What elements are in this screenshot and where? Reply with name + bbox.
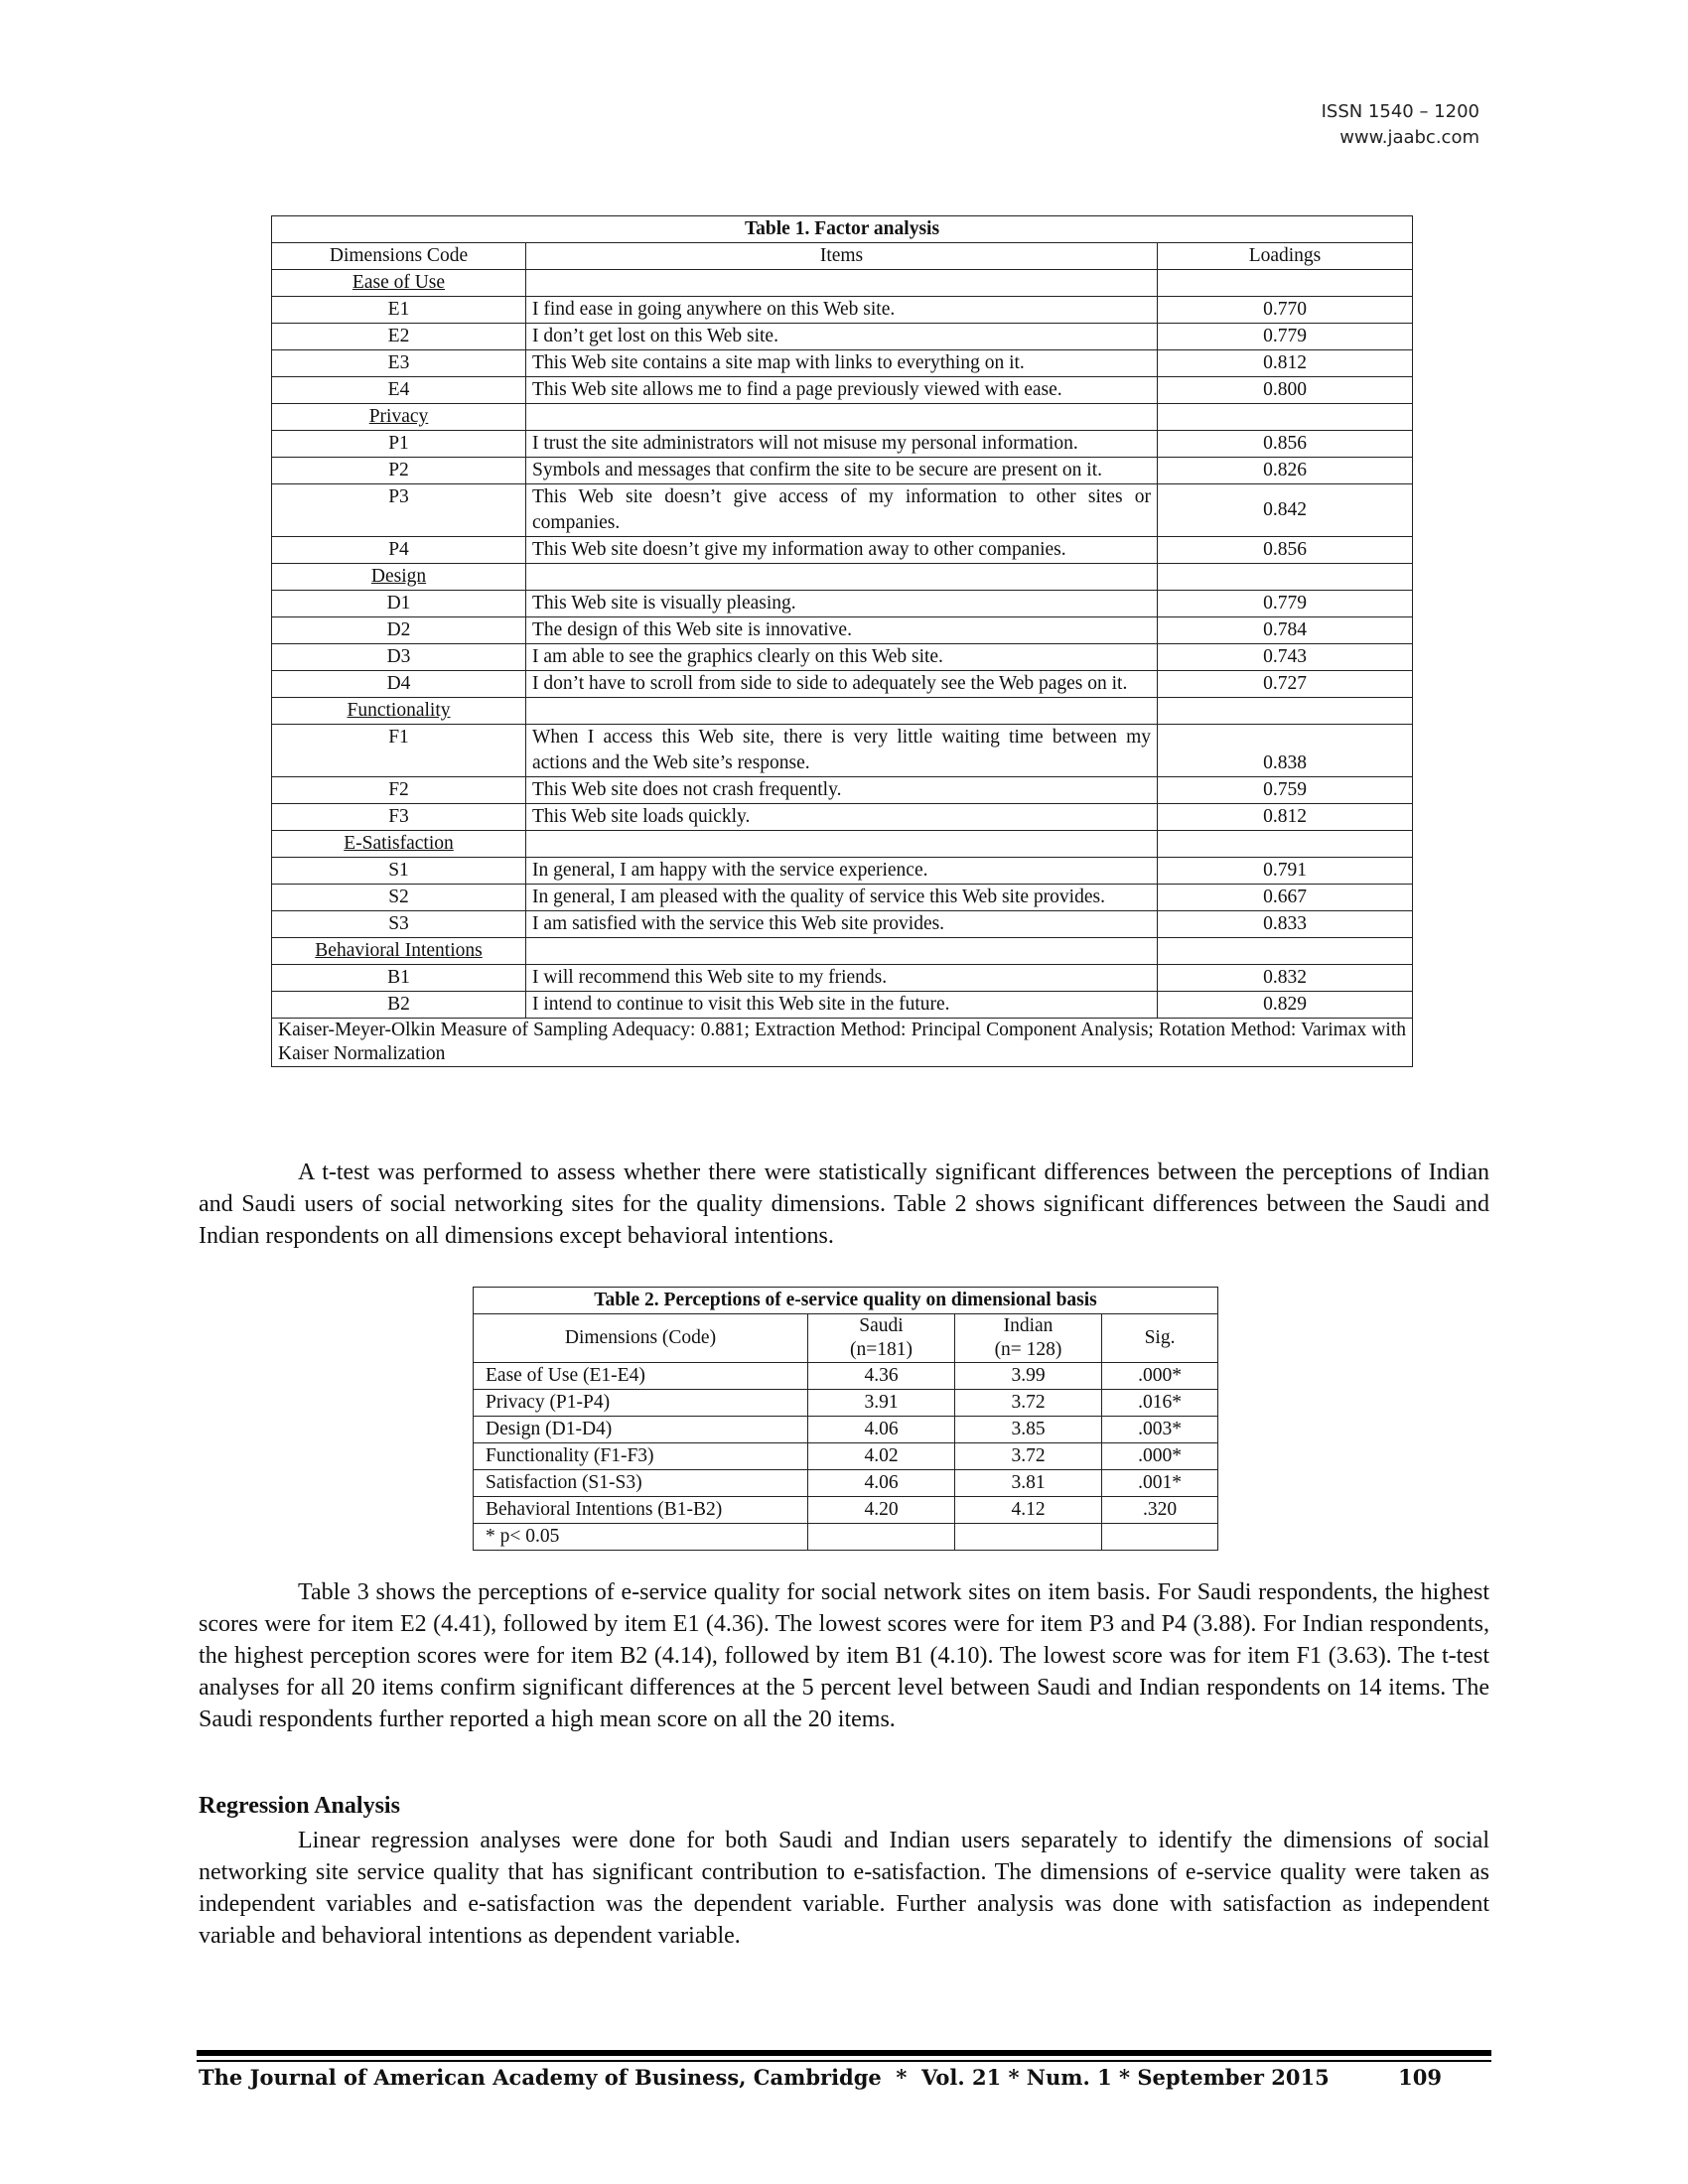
paragraph-ttest: A t-test was performed to assess whether there were statistically significant differences between the perceptions of Indian and Saudi users of social networking sites for the quality dimensions. Table 2 shows significant differences between the Saudi and Indian respondents on all dimensions except behavioral intentions. <box>199 1160 1489 1249</box>
loading-value: 0.833 <box>1158 911 1413 938</box>
item-text <box>526 404 1158 431</box>
dimension-label: Design (D1-D4) <box>474 1417 808 1443</box>
table-row <box>272 911 1413 938</box>
significance: .320 <box>1102 1497 1218 1524</box>
item-text: I will recommend this Web site to my friends. <box>526 965 1158 992</box>
table1-title-row <box>272 216 1413 243</box>
loading-value <box>1158 831 1413 858</box>
saudi-mean: 4.02 <box>808 1443 955 1470</box>
loading-value: 0.812 <box>1158 804 1413 831</box>
significance: .001* <box>1102 1470 1218 1497</box>
loading-value: 0.779 <box>1158 591 1413 617</box>
saudi-mean: 4.20 <box>808 1497 955 1524</box>
item-text: This Web site is visually pleasing. <box>526 591 1158 617</box>
table-row <box>272 297 1413 324</box>
dimension-name: E-Satisfaction <box>272 831 526 858</box>
table-row <box>272 992 1413 1019</box>
empty-cell <box>955 1524 1102 1551</box>
table-row <box>272 725 1413 777</box>
item-text: I don’t have to scroll from side to side to adequately see the Web pages on it. <box>526 671 1158 698</box>
indian-mean: 3.81 <box>955 1470 1102 1497</box>
loading-value: 0.826 <box>1158 458 1413 484</box>
dimension-code: B2 <box>272 992 526 1019</box>
dimension-code: P3 <box>272 484 526 537</box>
loading-value: 0.838 <box>1158 725 1413 777</box>
loading-value <box>1158 938 1413 965</box>
dimension-code: E4 <box>272 377 526 404</box>
paragraph-table3: Table 3 shows the perceptions of e-service quality for social network sites on item basis. For Saudi respondents, the highest scores were for item E2 (4.41), followed by item E1 (4.36). The lowest scores were for item P3 and P4 (3.88). For Indian respondents, the highest perception scores were for item B2 (4.14), followed by item B1 (4.10). The lowest score was for item F1 (3.63). The t-test analyses for all 20 items confirm significant differences at the 5 percent level between Saudi and Indian respondents on 14 items. The Saudi respondents further reported a high mean score on all the 20 items. <box>199 1579 1489 1732</box>
dimension-code: P2 <box>272 458 526 484</box>
loading-value: 0.759 <box>1158 777 1413 804</box>
saudi-n: (n=181) <box>850 1339 913 1360</box>
dimension-group-row <box>272 938 1413 965</box>
table1-note: Kaiser-Meyer-Olkin Measure of Sampling Adequacy: 0.881; Extraction Method: Principal Component Analysis; Rotation Method: Varimax with Kaiser Normalization <box>272 1019 1413 1067</box>
dimensional-perceptions-table <box>473 1287 1218 1551</box>
item-text: This Web site does not crash frequently. <box>526 777 1158 804</box>
table2-header-row <box>474 1314 1218 1363</box>
dimension-code: F2 <box>272 777 526 804</box>
dimension-code: E1 <box>272 297 526 324</box>
loading-value: 0.727 <box>1158 671 1413 698</box>
indian-mean: 3.85 <box>955 1417 1102 1443</box>
column-header-sig: Sig. <box>1102 1314 1218 1363</box>
table1-header-row <box>272 243 1413 270</box>
loading-value: 0.842 <box>1158 484 1413 537</box>
dimension-label: Privacy (P1-P4) <box>474 1390 808 1417</box>
dimension-code: P4 <box>272 537 526 564</box>
saudi-label: Saudi <box>859 1315 904 1336</box>
table2-title: Table 2. Perceptions of e-service quality on dimensional basis <box>474 1288 1218 1314</box>
dimension-code: S1 <box>272 858 526 885</box>
item-text <box>526 698 1158 725</box>
saudi-mean: 4.36 <box>808 1363 955 1390</box>
saudi-mean: 4.06 <box>808 1417 955 1443</box>
loading-value: 0.770 <box>1158 297 1413 324</box>
page-number: 109 <box>1398 2065 1442 2090</box>
dimension-code: E3 <box>272 350 526 377</box>
empty-cell <box>808 1524 955 1551</box>
table-row <box>272 644 1413 671</box>
dimension-group-row <box>272 270 1413 297</box>
table1-note-row <box>272 1019 1413 1067</box>
item-text: I trust the site administrators will not misuse my personal information. <box>526 431 1158 458</box>
item-text: This Web site allows me to find a page previously viewed with ease. <box>526 377 1158 404</box>
table1-title: Table 1. Factor analysis <box>272 216 1413 243</box>
item-text <box>526 270 1158 297</box>
table-row <box>474 1417 1218 1443</box>
significance: .003* <box>1102 1417 1218 1443</box>
dimension-code: D1 <box>272 591 526 617</box>
table-row <box>272 458 1413 484</box>
table-row <box>272 324 1413 350</box>
issn: ISSN 1540 – 1200 <box>1321 101 1479 122</box>
item-text: I find ease in going anywhere on this Web site. <box>526 297 1158 324</box>
item-text: I am satisfied with the service this Web site provides. <box>526 911 1158 938</box>
loading-value: 0.856 <box>1158 431 1413 458</box>
table-row <box>272 431 1413 458</box>
dimension-code: D3 <box>272 644 526 671</box>
loading-value: 0.667 <box>1158 885 1413 911</box>
website: www.jaabc.com <box>1339 127 1479 148</box>
table-row <box>272 671 1413 698</box>
significance: .000* <box>1102 1443 1218 1470</box>
section-heading: Regression Analysis <box>199 1793 400 1819</box>
loading-value: 0.800 <box>1158 377 1413 404</box>
indian-mean: 3.72 <box>955 1390 1102 1417</box>
item-text: This Web site doesn’t give my information away to other companies. <box>526 537 1158 564</box>
column-header-items: Items <box>526 243 1158 270</box>
dimension-name: Privacy <box>272 404 526 431</box>
dimension-code: E2 <box>272 324 526 350</box>
indian-mean: 3.72 <box>955 1443 1102 1470</box>
table2-footnote-row <box>474 1524 1218 1551</box>
dimension-code: F1 <box>272 725 526 777</box>
journal-citation: The Journal of American Academy of Business, Cambridge * Vol. 21 * Num. 1 * September 2015 <box>199 2065 1330 2090</box>
table-row <box>474 1470 1218 1497</box>
item-text <box>526 938 1158 965</box>
table-row <box>272 377 1413 404</box>
dimension-name: Functionality <box>272 698 526 725</box>
item-text: The design of this Web site is innovative. <box>526 617 1158 644</box>
footer-rule-thin <box>197 2060 1491 2062</box>
indian-mean: 4.12 <box>955 1497 1102 1524</box>
indian-mean: 3.99 <box>955 1363 1102 1390</box>
item-text: I intend to continue to visit this Web site in the future. <box>526 992 1158 1019</box>
dimension-name: Ease of Use <box>272 270 526 297</box>
dimension-name: Behavioral Intentions <box>272 938 526 965</box>
item-text: This Web site loads quickly. <box>526 804 1158 831</box>
loading-value: 0.784 <box>1158 617 1413 644</box>
loading-value <box>1158 404 1413 431</box>
empty-cell <box>1102 1524 1218 1551</box>
dimension-code: D4 <box>272 671 526 698</box>
column-header-dimensions: Dimensions (Code) <box>474 1314 808 1363</box>
loading-value: 0.832 <box>1158 965 1413 992</box>
significance: .000* <box>1102 1363 1218 1390</box>
dimension-code: S2 <box>272 885 526 911</box>
item-text: Symbols and messages that confirm the site to be secure are present on it. <box>526 458 1158 484</box>
dimension-label: Ease of Use (E1-E4) <box>474 1363 808 1390</box>
dimension-group-row <box>272 831 1413 858</box>
table-row <box>474 1443 1218 1470</box>
saudi-mean: 4.06 <box>808 1470 955 1497</box>
table-row <box>272 885 1413 911</box>
table-row <box>474 1497 1218 1524</box>
table2-footnote: * p< 0.05 <box>474 1524 808 1551</box>
table-row <box>272 591 1413 617</box>
item-text: In general, I am happy with the service experience. <box>526 858 1158 885</box>
factor-analysis-table <box>271 215 1413 1067</box>
page-header <box>1322 99 1479 151</box>
table-row <box>272 777 1413 804</box>
item-text: This Web site doesn’t give access of my information to other sites or companies. <box>526 484 1158 537</box>
item-text <box>526 831 1158 858</box>
table-row <box>474 1363 1218 1390</box>
paragraph-regression: Linear regression analyses were done for both Saudi and Indian users separately to identify the dimensions of social networking site service quality that has significant contribution to e-satisfaction. The dimensions of e-service quality were taken as independent variables and e-satisfaction was the dependent variable. Further analysis was done with satisfaction as independent variable and behavioral intentions as dependent variable. <box>199 1828 1489 1949</box>
dimension-group-row <box>272 404 1413 431</box>
dimension-code: D2 <box>272 617 526 644</box>
item-text: I am able to see the graphics clearly on this Web site. <box>526 644 1158 671</box>
item-text <box>526 564 1158 591</box>
column-header-code: Dimensions Code <box>272 243 526 270</box>
column-header-loadings: Loadings <box>1158 243 1413 270</box>
dimension-label: Functionality (F1-F3) <box>474 1443 808 1470</box>
item-text: This Web site contains a site map with links to everything on it. <box>526 350 1158 377</box>
table2-title-row <box>474 1288 1218 1314</box>
dimension-code: P1 <box>272 431 526 458</box>
dimension-label: Satisfaction (S1-S3) <box>474 1470 808 1497</box>
loading-value <box>1158 270 1413 297</box>
loading-value: 0.812 <box>1158 350 1413 377</box>
loading-value: 0.829 <box>1158 992 1413 1019</box>
table-row <box>474 1390 1218 1417</box>
loading-value: 0.791 <box>1158 858 1413 885</box>
loading-value: 0.779 <box>1158 324 1413 350</box>
dimension-code: F3 <box>272 804 526 831</box>
loading-value: 0.743 <box>1158 644 1413 671</box>
dimension-group-row <box>272 564 1413 591</box>
table-row <box>272 858 1413 885</box>
table-row <box>272 537 1413 564</box>
table-row <box>272 484 1413 537</box>
column-header-saudi <box>808 1314 955 1363</box>
dimension-code: S3 <box>272 911 526 938</box>
footer-rule-thick <box>197 2050 1491 2056</box>
item-text: In general, I am pleased with the quality of service this Web site provides. <box>526 885 1158 911</box>
table-row <box>272 350 1413 377</box>
column-header-indian <box>955 1314 1102 1363</box>
loading-value <box>1158 564 1413 591</box>
table-row <box>272 617 1413 644</box>
dimension-name: Design <box>272 564 526 591</box>
dimension-code: B1 <box>272 965 526 992</box>
table-row <box>272 965 1413 992</box>
page-footer <box>199 2065 1489 2095</box>
loading-value <box>1158 698 1413 725</box>
significance: .016* <box>1102 1390 1218 1417</box>
saudi-mean: 3.91 <box>808 1390 955 1417</box>
indian-label: Indian <box>1003 1315 1054 1336</box>
item-text: When I access this Web site, there is very little waiting time between my actions and the Web site’s response. <box>526 725 1158 777</box>
item-text: I don’t get lost on this Web site. <box>526 324 1158 350</box>
loading-value: 0.856 <box>1158 537 1413 564</box>
dimension-label: Behavioral Intentions (B1-B2) <box>474 1497 808 1524</box>
dimension-group-row <box>272 698 1413 725</box>
table-row <box>272 804 1413 831</box>
indian-n: (n= 128) <box>994 1339 1062 1360</box>
